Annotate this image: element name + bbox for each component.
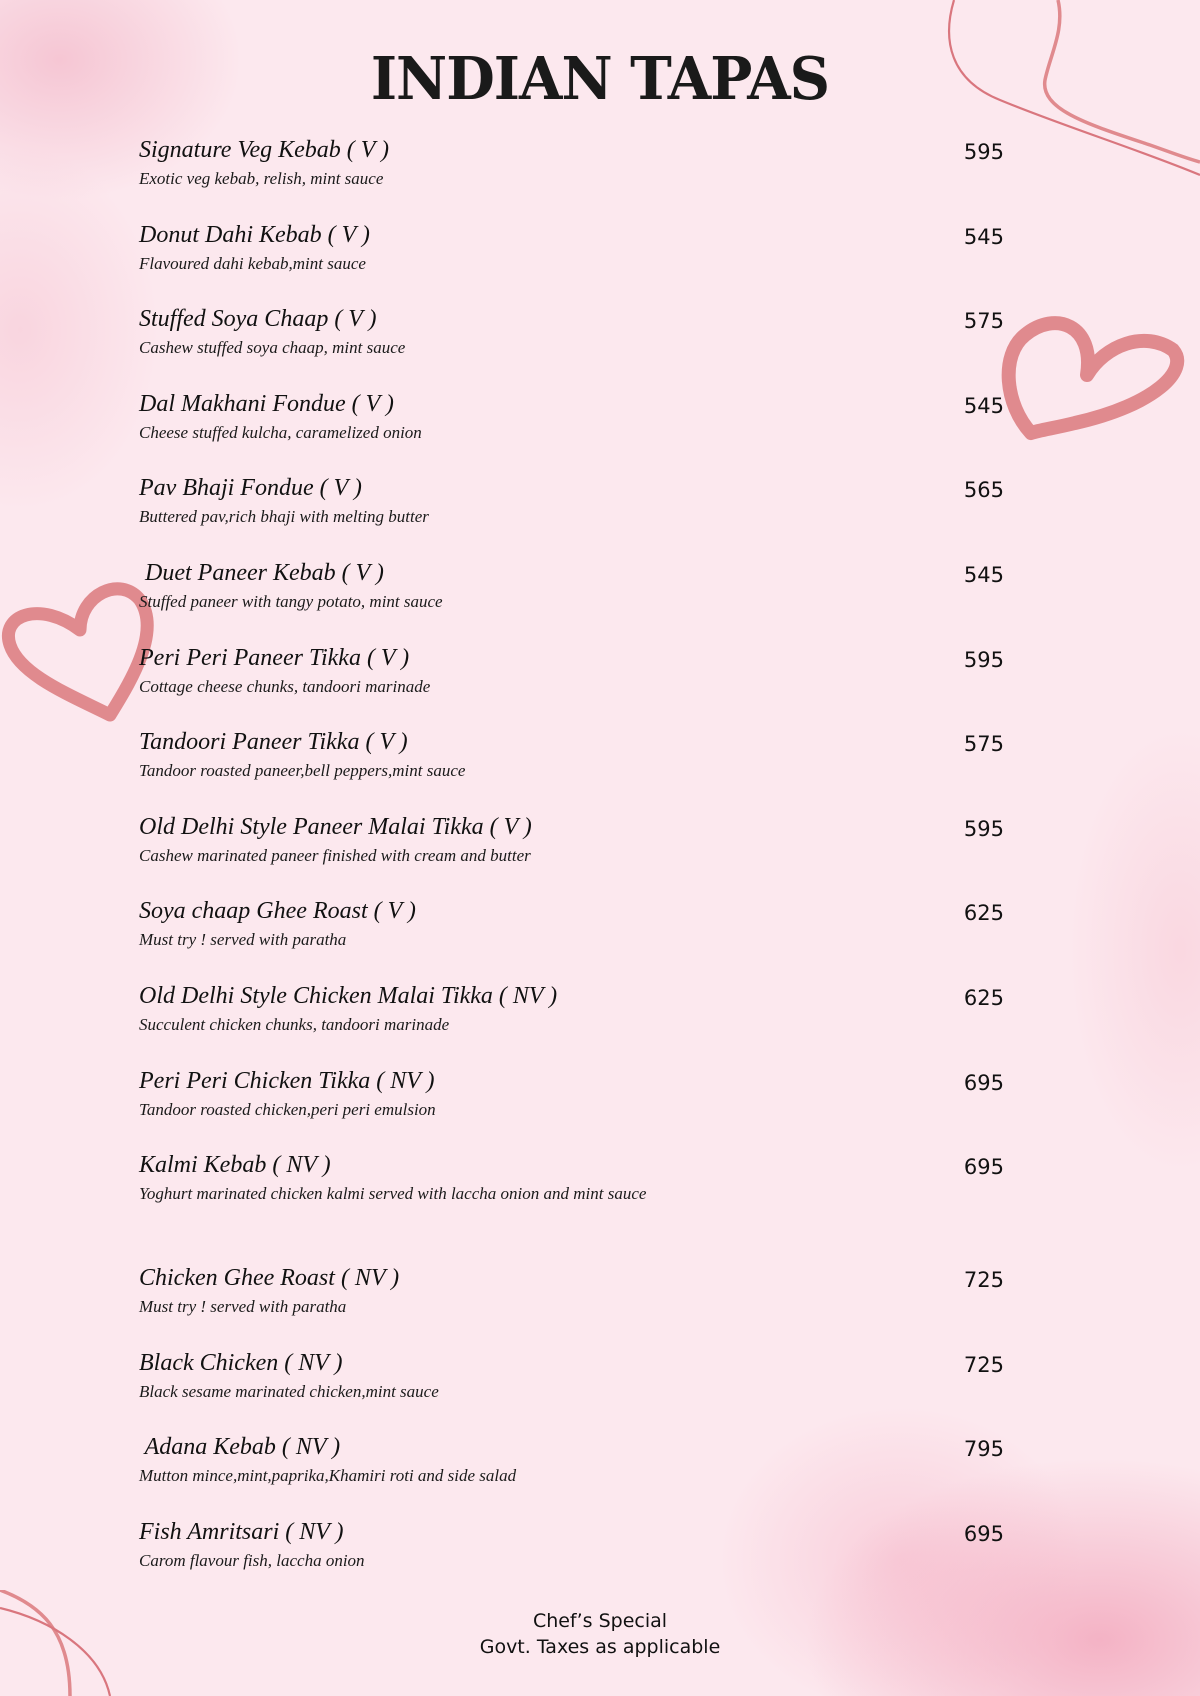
item-price: 795 [963, 1437, 1004, 1462]
menu-item [139, 1150, 1019, 1263]
menu-item [139, 1066, 1019, 1151]
item-price: 695 [963, 1070, 1004, 1095]
chefs-special-label: Chef’s Special [532, 1610, 668, 1632]
item-description: Succulent chicken chunks, tandoori marinade [139, 1014, 450, 1034]
item-name: Signature Veg Kebab ( V ) [139, 137, 389, 163]
page-title: INDIAN TAPAS [370, 44, 830, 114]
menu-item [139, 220, 1019, 305]
menu-item [139, 981, 1019, 1066]
item-description: Tandoor roasted paneer,bell peppers,mint sauce [139, 761, 466, 781]
menu-item [139, 389, 1019, 474]
item-description: Black sesame marinated chicken,mint sauce [139, 1381, 439, 1401]
item-price: 545 [963, 393, 1004, 418]
item-name: Soya chaap Ghee Roast ( V ) [139, 898, 416, 925]
item-description: Cottage cheese chunks, tandoori marinade [139, 676, 431, 696]
item-price: 575 [963, 732, 1004, 757]
item-name: Black Chicken ( NV ) [139, 1349, 343, 1376]
item-name: Duet Paneer Kebab ( V ) [139, 559, 384, 586]
item-price: 695 [963, 1155, 1004, 1180]
menu-list [139, 135, 1019, 1602]
taxes-note: Govt. Taxes as applicable [479, 1636, 721, 1658]
item-price: 625 [963, 901, 1004, 926]
menu-item [139, 643, 1019, 728]
item-price: 625 [963, 985, 1004, 1010]
item-description: Must try ! served with paratha [139, 930, 347, 950]
item-price: 725 [963, 1268, 1004, 1293]
item-description: Tandoor roasted chicken,peri peri emulsion [139, 1099, 436, 1119]
menu-item [139, 558, 1019, 643]
menu-item [139, 1348, 1019, 1433]
item-description: Cashew marinated paneer finished with cream and butter [139, 845, 531, 865]
item-price: 595 [963, 647, 1004, 672]
item-name: Peri Peri Paneer Tikka ( V ) [139, 644, 410, 671]
item-description: Cashew stuffed soya chaap, mint sauce [139, 338, 406, 358]
item-description: Cheese stuffed kulcha, caramelized onion [139, 422, 422, 442]
item-name: Kalmi Kebab ( NV ) [139, 1152, 331, 1179]
menu-item [139, 727, 1019, 812]
item-description: Buttered pav,rich bhaji with melting butter [139, 507, 429, 527]
menu-item [139, 1517, 1019, 1602]
item-price: 565 [963, 478, 1004, 503]
item-description: Exotic veg kebab, relish, mint sauce [139, 169, 384, 188]
menu-item [139, 473, 1019, 558]
item-name: Old Delhi Style Paneer Malai Tikka ( V ) [139, 813, 532, 840]
item-name: Donut Dahi Kebab ( V ) [139, 221, 370, 248]
item-price: 575 [963, 309, 1004, 334]
menu-item [139, 896, 1019, 981]
item-description: Stuffed paneer with tangy potato, mint sauce [139, 591, 443, 611]
item-price: 595 [963, 816, 1004, 841]
item-name: Adana Kebab ( NV ) [139, 1434, 341, 1461]
item-name: Old Delhi Style Chicken Malai Tikka ( NV ) [139, 982, 558, 1009]
item-price: 545 [963, 224, 1004, 249]
item-description: Flavoured dahi kebab,mint sauce [139, 253, 366, 273]
menu-item [139, 812, 1019, 897]
item-name: Dal Makhani Fondue ( V ) [139, 390, 394, 417]
item-name: Pav Bhaji Fondue ( V ) [139, 475, 362, 502]
item-name: Stuffed Soya Chaap ( V ) [139, 306, 377, 333]
item-name: Tandoori Paneer Tikka ( V ) [139, 729, 408, 756]
item-description: Mutton mince,mint,paprika,Khamiri roti and side salad [139, 1466, 517, 1486]
menu-item [139, 135, 1019, 220]
menu-item [139, 1263, 1019, 1348]
item-description: Carom flavour fish, laccha onion [139, 1550, 365, 1570]
item-name: Fish Amritsari ( NV ) [139, 1518, 344, 1545]
item-price: 545 [963, 562, 1004, 587]
item-price: 595 [963, 140, 1004, 164]
item-price: 725 [963, 1352, 1004, 1377]
item-description: Must try ! served with paratha [139, 1297, 347, 1317]
menu-item [139, 304, 1019, 389]
footer-note [0, 1608, 1200, 1660]
item-price: 695 [963, 1521, 1004, 1546]
item-name: Peri Peri Chicken Tikka ( NV ) [139, 1067, 435, 1094]
item-name: Chicken Ghee Roast ( NV ) [139, 1265, 400, 1292]
menu-item [139, 1432, 1019, 1517]
item-description: Yoghurt marinated chicken kalmi served with laccha onion and mint sauce [139, 1184, 647, 1204]
